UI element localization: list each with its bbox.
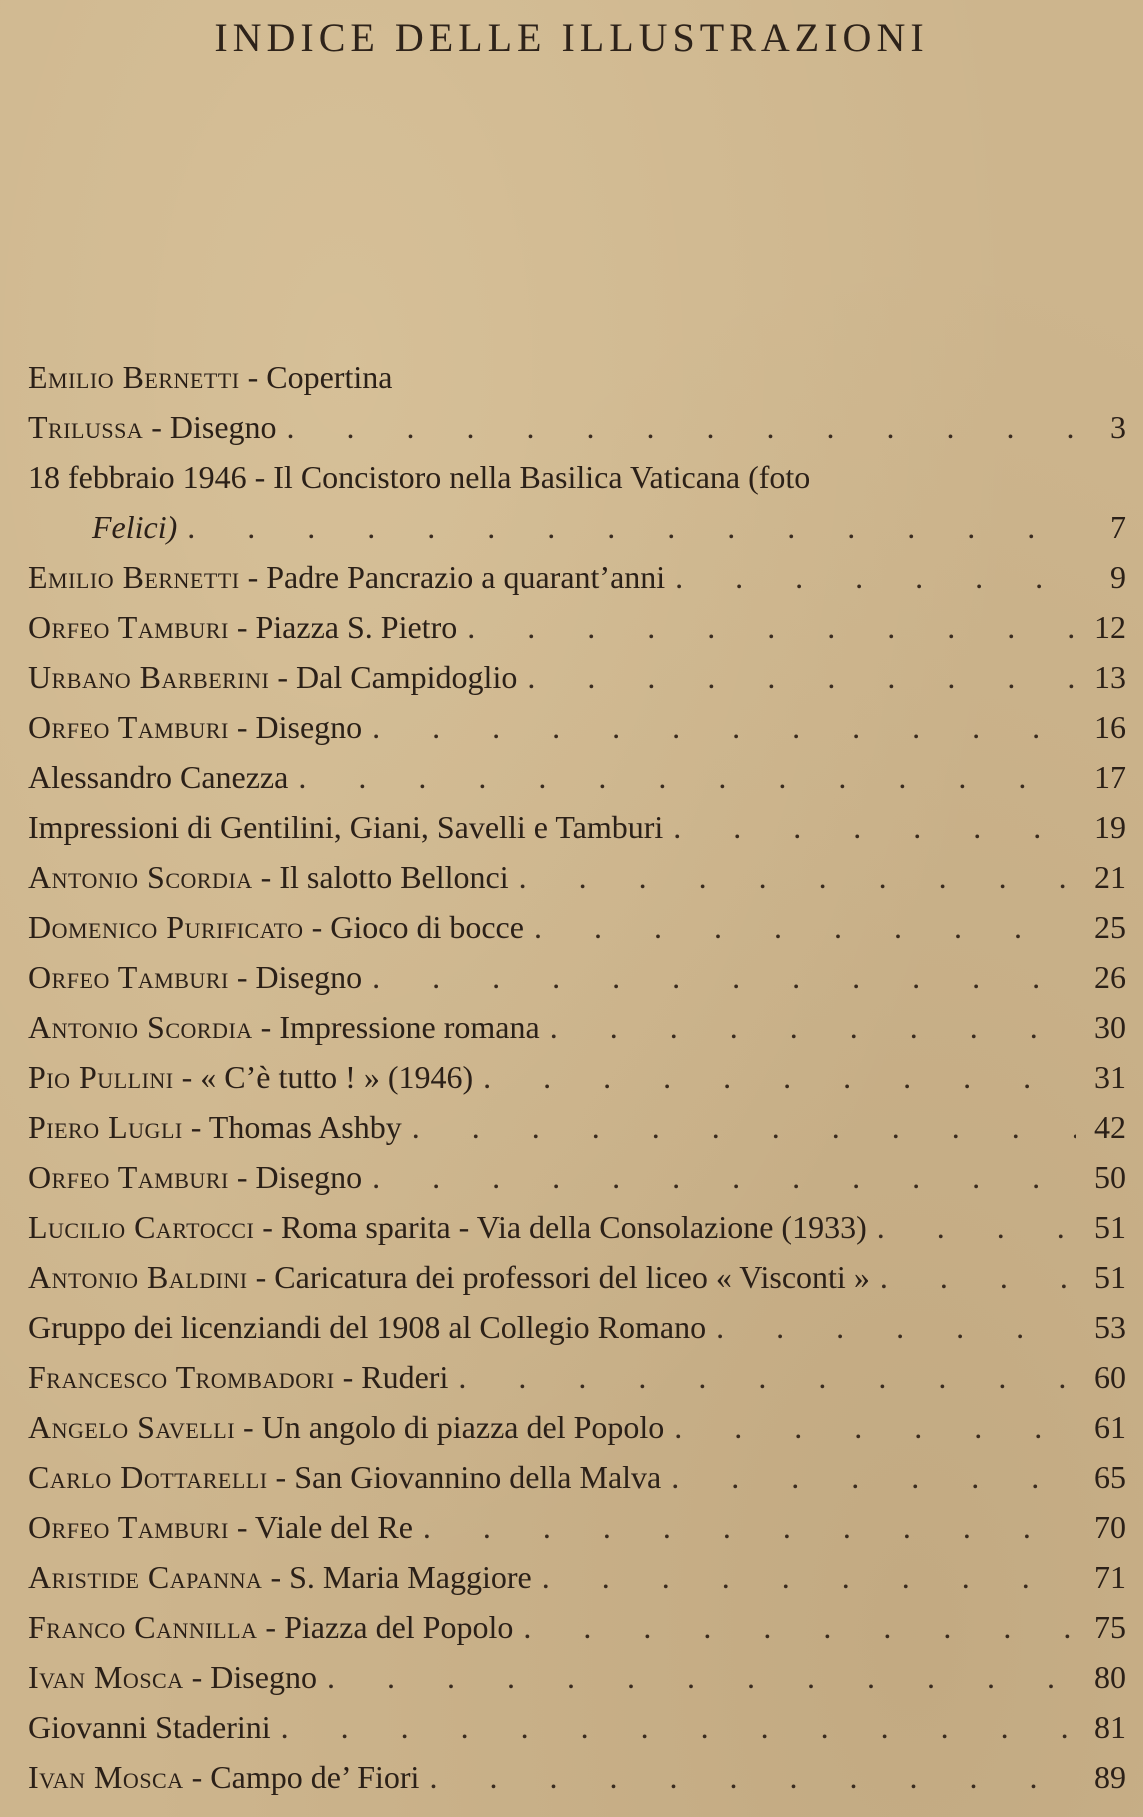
entry-title: - Copertina <box>239 359 393 395</box>
entry-artist: Orfeo Tamburi <box>28 1509 229 1545</box>
entry-title: - Disegno <box>143 409 277 445</box>
entry-artist: Lucilio Cartocci <box>28 1209 255 1245</box>
entry-page-number: 9 <box>1110 559 1126 595</box>
entry-artist: Orfeo Tamburi <box>28 1159 229 1195</box>
index-entry <box>28 402 1126 452</box>
entry-page-number: 65 <box>1094 1459 1126 1495</box>
entry-page-number: 25 <box>1094 909 1126 945</box>
index-entry <box>28 702 1126 752</box>
dot-leader <box>674 1402 1076 1452</box>
entry-title: - Thomas Ashby <box>182 1109 402 1145</box>
index-entry <box>28 952 1126 1002</box>
entry-artist: Angelo Savelli <box>28 1409 236 1445</box>
entry-title: 18 febbraio 1946 - Il Concistoro nella Basilica Vaticana (foto <box>28 459 811 495</box>
index-entry <box>28 1202 1126 1252</box>
index-entry <box>28 1352 1126 1402</box>
index-entry <box>28 352 1126 402</box>
entry-title: - Caricatura dei professori del liceo « Visconti » <box>247 1259 870 1295</box>
entry-title: - Disegno <box>228 959 363 995</box>
dot-leader <box>877 1202 1076 1252</box>
index-entry <box>28 652 1126 702</box>
entry-title: - Piazza del Popolo <box>257 1609 514 1645</box>
entry-page-number: 81 <box>1094 1709 1126 1745</box>
entry-title: - « C’è tutto ! » (1946) <box>173 1059 474 1095</box>
dot-leader <box>671 1452 1076 1502</box>
dot-leader <box>542 1552 1076 1602</box>
entry-page-number: 61 <box>1094 1409 1126 1445</box>
entry-title: - Ruderi <box>334 1359 449 1395</box>
index-entry <box>28 1552 1126 1602</box>
dot-leader <box>327 1652 1076 1702</box>
entry-title: - Disegno <box>183 1659 317 1695</box>
dot-leader <box>287 402 1076 452</box>
dot-leader <box>372 952 1076 1002</box>
dot-leader <box>716 1302 1076 1352</box>
dot-leader <box>534 902 1076 952</box>
index-entry <box>28 1702 1126 1752</box>
dot-leader <box>880 1252 1076 1302</box>
dot-leader <box>423 1502 1076 1552</box>
dot-leader <box>281 1702 1076 1752</box>
entry-artist: Pio Pullini <box>28 1059 174 1095</box>
dot-leader <box>483 1052 1076 1102</box>
entry-page-number: 50 <box>1094 1159 1126 1195</box>
index-entry <box>28 852 1126 902</box>
entry-page-number: 53 <box>1094 1309 1126 1345</box>
entry-page-number: 13 <box>1094 659 1126 695</box>
entry-title: - Padre Pancrazio a quarant’anni <box>239 559 666 595</box>
index-entry <box>28 1502 1126 1552</box>
index-entry <box>28 1252 1126 1302</box>
dot-leader <box>298 752 1076 802</box>
entry-artist: Francesco Trombadori <box>28 1359 335 1395</box>
index-entry <box>28 602 1126 652</box>
index-entry <box>28 1002 1126 1052</box>
entry-artist: Orfeo Tamburi <box>28 609 229 645</box>
index-entry <box>28 1402 1126 1452</box>
entry-title: - Gioco di bocce <box>303 909 524 945</box>
index-entry <box>28 1302 1126 1352</box>
entry-title: - Piazza S. Pietro <box>228 609 458 645</box>
entry-artist: Urbano Barberini <box>28 659 270 695</box>
entry-page-number: 26 <box>1094 959 1126 995</box>
dot-leader <box>187 502 1076 552</box>
entry-title: Giovanni Staderini <box>28 1709 271 1745</box>
dot-leader <box>673 802 1076 852</box>
entry-artist: Aristide Capanna <box>28 1559 263 1595</box>
entry-page-number: 71 <box>1094 1559 1126 1595</box>
dot-leader <box>550 1002 1076 1052</box>
entry-artist: Emilio Bernetti <box>28 359 240 395</box>
dot-leader <box>458 1352 1076 1402</box>
page-title: INDICE DELLE ILLUSTRAZIONI <box>214 15 929 60</box>
index-entry <box>28 1752 1126 1802</box>
entry-page-number: 42 <box>1094 1109 1126 1145</box>
index-entry <box>28 802 1126 852</box>
entry-artist: Antonio Scordia <box>28 1009 253 1045</box>
dot-leader <box>412 1102 1076 1152</box>
entry-page-number: 30 <box>1094 1009 1126 1045</box>
dot-leader <box>429 1752 1076 1802</box>
entry-title: - Disegno <box>228 709 363 745</box>
entry-page-number: 21 <box>1094 859 1126 895</box>
dot-leader <box>527 652 1076 702</box>
entry-artist: Emilio Bernetti <box>28 559 240 595</box>
entry-title: - Campo de’ Fiori <box>183 1759 420 1795</box>
dot-leader <box>372 1152 1076 1202</box>
index-entry <box>28 1652 1126 1702</box>
dot-leader <box>372 702 1076 752</box>
entry-title: - Disegno <box>228 1159 363 1195</box>
dot-leader <box>467 602 1076 652</box>
entry-title: - Roma sparita - Via della Consolazione (1933) <box>254 1209 867 1245</box>
entry-page-number: 60 <box>1094 1359 1126 1395</box>
entry-page-number: 51 <box>1094 1209 1126 1245</box>
dot-leader <box>675 552 1076 602</box>
entry-title: Gruppo dei licenziandi del 1908 al Collegio Romano <box>28 1309 707 1345</box>
entry-page-number: 80 <box>1094 1659 1126 1695</box>
entry-artist: Antonio Scordia <box>28 859 253 895</box>
entry-artist: Orfeo Tamburi <box>28 709 229 745</box>
entry-artist: Domenico Purificato <box>28 909 304 945</box>
index-entry <box>28 1102 1126 1152</box>
entry-artist: Ivan Mosca <box>28 1659 184 1695</box>
entry-title: Alessandro Canezza <box>28 759 289 795</box>
entry-title: - Impressione romana <box>252 1009 540 1045</box>
entry-artist: Trilussa <box>28 409 144 445</box>
index-entry <box>28 452 1126 502</box>
entry-artist: Orfeo Tamburi <box>28 959 229 995</box>
index-entry <box>28 1602 1126 1652</box>
index-entry <box>28 752 1126 802</box>
entry-title: - Il salotto Bellonci <box>252 859 509 895</box>
index-entry <box>28 1452 1126 1502</box>
entry-page-number: 17 <box>1094 759 1126 795</box>
entry-artist: Ivan Mosca <box>28 1759 184 1795</box>
illustrations-index <box>28 352 1126 1802</box>
entry-title: - S. Maria Maggiore <box>262 1559 532 1595</box>
entry-artist: Carlo Dottarelli <box>28 1459 268 1495</box>
index-entry <box>28 552 1126 602</box>
entry-page-number: 75 <box>1094 1609 1126 1645</box>
entry-title: - San Giovannino della Malva <box>267 1459 662 1495</box>
entry-title: Impressioni di Gentilini, Giani, Savelli e Tamburi <box>28 809 664 845</box>
entry-page-number: 89 <box>1094 1759 1126 1795</box>
entry-page-number: 31 <box>1094 1059 1126 1095</box>
entry-page-number: 51 <box>1094 1259 1126 1295</box>
index-entry <box>28 1152 1126 1202</box>
entry-page-number: 16 <box>1094 709 1126 745</box>
entry-page-number: 3 <box>1110 409 1126 445</box>
entry-artist: Franco Cannilla <box>28 1609 258 1645</box>
index-entry <box>28 902 1126 952</box>
index-entry <box>28 1052 1126 1102</box>
dot-leader <box>523 1602 1076 1652</box>
index-entry-continuation <box>28 502 1126 552</box>
entry-page-number: 12 <box>1094 609 1126 645</box>
entry-title: Felici) <box>92 509 178 545</box>
entry-page-number: 19 <box>1094 809 1126 845</box>
entry-title: - Dal Campidoglio <box>269 659 518 695</box>
entry-page-number: 7 <box>1110 509 1126 545</box>
entry-title: - Viale del Re <box>228 1509 413 1545</box>
entry-artist: Antonio Baldini <box>28 1259 248 1295</box>
dot-leader <box>519 852 1076 902</box>
entry-artist: Piero Lugli <box>28 1109 183 1145</box>
entry-title: - Un angolo di piazza del Popolo <box>235 1409 665 1445</box>
entry-page-number: 70 <box>1094 1509 1126 1545</box>
